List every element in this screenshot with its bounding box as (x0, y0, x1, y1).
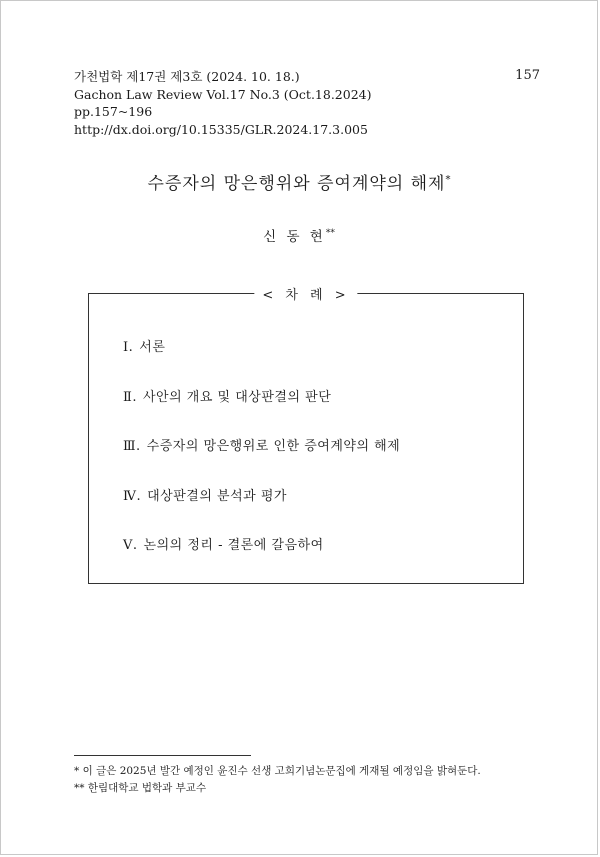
toc-item[interactable] (123, 534, 400, 584)
toc-item-label: 수증자의 망은행위로 인한 증여계약의 해제 (146, 439, 401, 454)
author-footnote-mark[interactable]: ** (325, 228, 335, 239)
toc-item-number: Ⅰ. (123, 340, 134, 355)
footnotes (74, 763, 481, 797)
toc-item-number: Ⅴ. (123, 538, 138, 553)
toc-item[interactable] (123, 435, 400, 485)
page-range: pp.157~196 (74, 104, 153, 119)
toc-item-number: Ⅲ. (123, 439, 141, 454)
toc-item-label: 대상판결의 분석과 평가 (147, 488, 287, 504)
title-footnote-mark[interactable]: * (445, 174, 451, 186)
journal-english-line: Gachon Law Review Vol.17 No.3 (Oct.18.2024) (74, 86, 372, 102)
journal-issue-line: 가천법학 제17권 제3호 (2024. 10. 18.) (74, 69, 300, 84)
journal-header (74, 68, 372, 138)
footnote-divider (74, 755, 251, 756)
paper-title (1, 169, 597, 194)
paper-title-text: 수증자의 망은행위와 증여계약의 해제 (147, 174, 446, 194)
author-name (1, 225, 597, 245)
doi-link[interactable]: http://dx.doi.org/10.15335/GLR.2024.17.3.005 (74, 121, 368, 137)
page-number: 157 (515, 68, 540, 83)
toc-item-label: 사안의 개요 및 대상판결의 판단 (142, 389, 332, 405)
footnote-title: * 이 글은 2025년 발간 예정인 윤진수 선생 고희기념논문집에 게재될 예정임을 밝혀둔다. (74, 765, 481, 777)
toc-item-label: 서론 (139, 340, 166, 355)
toc-item-number: Ⅱ. (123, 389, 137, 405)
table-of-contents (88, 288, 524, 584)
author-name-text: 신 동 현 (263, 229, 326, 245)
toc-item[interactable] (123, 386, 400, 436)
toc-list (123, 336, 400, 584)
toc-heading: < 차 례 > (254, 284, 357, 303)
toc-item-number: Ⅳ. (123, 488, 142, 504)
toc-item[interactable] (123, 336, 400, 386)
footnote-author: ** 한림대학교 법학과 부교수 (74, 782, 207, 794)
toc-item-label: 논의의 정리 - 결론에 갈음하여 (143, 538, 324, 553)
toc-item[interactable] (123, 485, 400, 535)
